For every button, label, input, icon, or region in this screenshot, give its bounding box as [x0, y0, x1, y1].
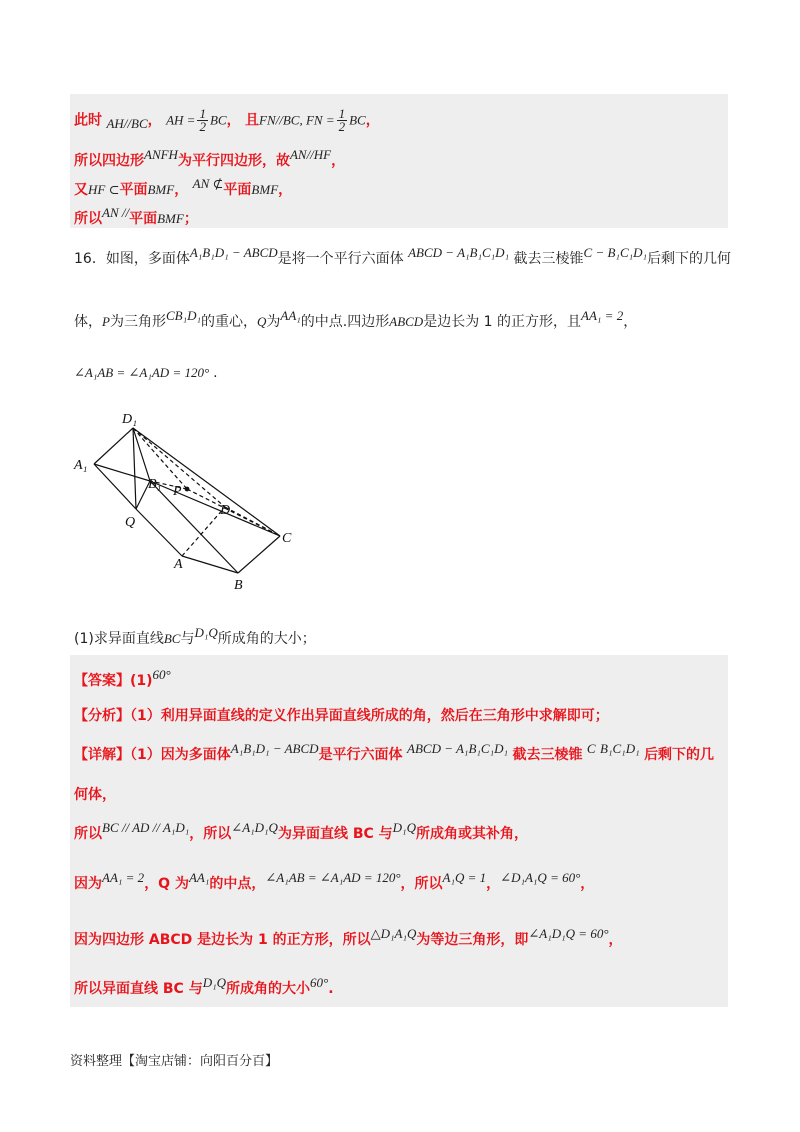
analysis-line: 【分析】（1）利用异面直线的定义作出异面直线所成的角，然后在三角形中求解即可；	[74, 708, 609, 724]
point-p	[185, 487, 190, 492]
detail-line-4: 因为AA₁ = 2，Q 为AA₁的中点，∠A₁AB = ∠A₁AD = 120°，所以A₁Q = 1，∠D₁A₁Q = 60°，	[74, 870, 595, 892]
label-b: B	[234, 578, 243, 593]
edge-q-a	[136, 509, 182, 556]
edge-d1-a1	[94, 428, 133, 464]
solution-line-1: 此时 AH//BC， AH = $\frac{1}{2}$ BC， 且FN//BC, FN = $\frac{1}{2}$ BC，	[74, 106, 380, 134]
detail-line-2: 何体，	[74, 787, 116, 803]
problem-line-3: ∠A₁AB = ∠A₁AD = 120° .	[74, 365, 218, 381]
detail-line-5: 因为四边形 ABCD 是边长为 1 的正方形，所以△D₁A₁Q为等边三角形，即∠A₁D₁Q = 60°，	[74, 926, 623, 948]
detail-line-6: 所以异面直线 BC 与D₁Q所成角的大小60°.	[74, 975, 334, 997]
label-d: D	[220, 503, 231, 518]
label-a1: A₁	[74, 458, 88, 473]
label-c: C	[282, 531, 292, 546]
hidden-edge-p-c	[187, 489, 280, 536]
answer-line: 【答案】(1)60°	[74, 667, 171, 689]
question-1: (1)求异面直线BC与D₁Q所成角的大小；	[74, 625, 316, 647]
label-q: Q	[125, 515, 136, 530]
edge-d1-q	[133, 428, 136, 509]
edge-b1-c	[150, 481, 280, 536]
solution-line-4: 所以AN //平面BMF；	[74, 205, 198, 227]
label-b1: B₁	[148, 477, 162, 492]
hidden-edge-a-d	[182, 507, 225, 556]
fraction-half-2: $\frac{1}{2}$	[338, 106, 346, 134]
solution-line-2: 所以四边形ANFH为平行四边形，故AN//HF，	[74, 147, 346, 169]
fraction-half: $\frac{1}{2}$	[199, 106, 206, 134]
polyhedron-figure	[70, 405, 310, 600]
detail-line-3: 所以BC // AD // A₁D₁，所以∠A₁D₁Q为异面直线 BC 与D₁Q所成角或其补角，	[74, 820, 528, 842]
problem-line-1: 16．如图，多面体A₁B₁D₁ − ABCD是将一个平行六面体 ABCD − A₁B₁C₁D₁ 截去三棱锥C − B₁C₁D₁后剩下的几何	[74, 245, 732, 267]
edge-d1-b1	[133, 428, 150, 481]
label-d1: D₁	[122, 412, 137, 427]
page-footer: 资料整理【淘宝店铺：向阳百分百】	[70, 1054, 279, 1069]
edge-b-c	[238, 536, 280, 573]
solution-line-3: 又HF ⊂平面BMF， AN ⊄平面BMF，	[74, 176, 293, 198]
label-a: A	[174, 557, 183, 572]
detail-line-1: 【详解】（1）因为多面体A₁B₁D₁ − ABCD是平行六面体 ABCD − A₁B₁C₁D₁ 截去三棱锥 C B₁C₁D₁ 后剩下的几	[74, 741, 715, 763]
problem-line-2: 体，P为三角形CB₁D₁的重心，Q为AA₁的中点.四边形ABCD是边长为 1 的正方形，且AA₁ = 2，	[74, 308, 638, 330]
label-p: P	[173, 484, 182, 499]
